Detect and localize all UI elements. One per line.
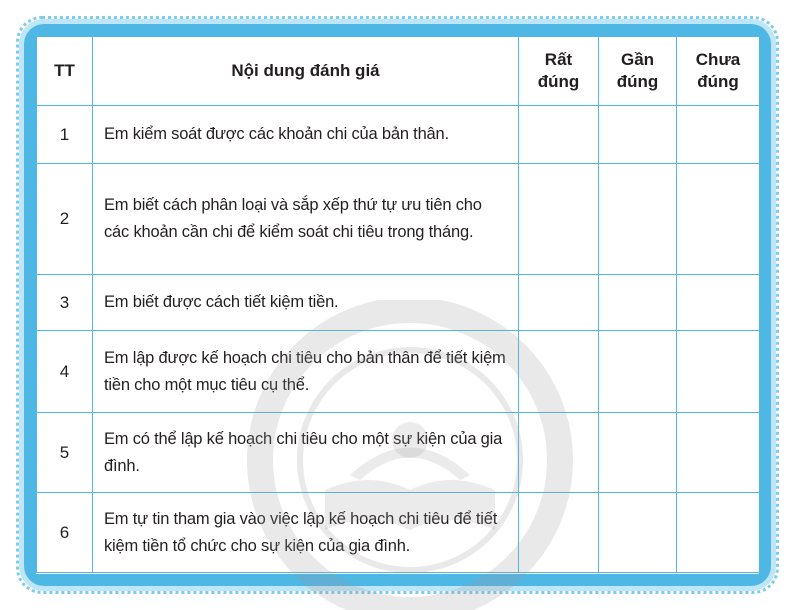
- cell-chua-dung[interactable]: [677, 331, 760, 413]
- cell-rat-dung[interactable]: [519, 493, 599, 573]
- row-number: 2: [37, 164, 93, 275]
- header-content: Nội dung đánh giá: [93, 37, 519, 106]
- cell-chua-dung[interactable]: [677, 106, 760, 164]
- cell-gan-dung[interactable]: [599, 331, 677, 413]
- header-gan-dung: [599, 37, 677, 106]
- header-rat-dung-line1: Rất: [544, 50, 573, 69]
- header-rat-dung: [519, 37, 599, 106]
- table-row: [37, 275, 760, 331]
- header-gan-dung-line1: Gần: [620, 50, 655, 69]
- table-row: [37, 493, 760, 573]
- cell-rat-dung[interactable]: [519, 164, 599, 275]
- table-row: [37, 413, 760, 493]
- cell-chua-dung[interactable]: [677, 275, 760, 331]
- row-content: Em lập được kế hoạch chi tiêu cho bản thân để tiết kiệm tiền cho một mục tiêu cụ thể.: [93, 331, 519, 413]
- row-number: 5: [37, 413, 93, 493]
- row-content: Em có thể lập kế hoạch chi tiêu cho một sự kiện của gia đình.: [93, 413, 519, 493]
- cell-gan-dung[interactable]: [599, 275, 677, 331]
- cell-chua-dung[interactable]: [677, 413, 760, 493]
- row-number: 3: [37, 275, 93, 331]
- cell-chua-dung[interactable]: [677, 164, 760, 275]
- cell-rat-dung[interactable]: [519, 331, 599, 413]
- cell-rat-dung[interactable]: [519, 106, 599, 164]
- header-gan-dung-line2: đúng: [616, 72, 659, 91]
- row-number: 6: [37, 493, 93, 573]
- cell-rat-dung[interactable]: [519, 413, 599, 493]
- header-chua-dung-line2: đúng: [697, 72, 739, 91]
- header-chua-dung: [677, 37, 760, 106]
- cell-gan-dung[interactable]: [599, 493, 677, 573]
- header-chua-dung-line1: Chưa: [695, 50, 741, 69]
- header-rat-dung-line2: đúng: [537, 72, 580, 91]
- header-tt: TT: [37, 37, 93, 106]
- cell-rat-dung[interactable]: [519, 275, 599, 331]
- cell-chua-dung[interactable]: [677, 493, 760, 573]
- row-content: Em tự tin tham gia vào việc lập kế hoạch chi tiêu để tiết kiệm tiền tổ chức cho sự kiện của gia đình.: [93, 493, 519, 573]
- row-content: Em biết cách phân loại và sắp xếp thứ tự ưu tiên cho các khoản cần chi để kiểm soát chi tiêu trong tháng.: [93, 164, 519, 275]
- table-row: [37, 164, 760, 275]
- table-row: [37, 331, 760, 413]
- cell-gan-dung[interactable]: [599, 106, 677, 164]
- cell-gan-dung[interactable]: [599, 164, 677, 275]
- row-number: 1: [37, 106, 93, 164]
- row-number: 4: [37, 331, 93, 413]
- self-assessment-table: [36, 36, 760, 573]
- table-row: [37, 106, 760, 164]
- header-row: [37, 37, 760, 106]
- assessment-sheet: [36, 36, 759, 574]
- row-content: Em biết được cách tiết kiệm tiền.: [93, 275, 519, 331]
- cell-gan-dung[interactable]: [599, 413, 677, 493]
- row-content: Em kiểm soát được các khoản chi của bản thân.: [93, 106, 519, 164]
